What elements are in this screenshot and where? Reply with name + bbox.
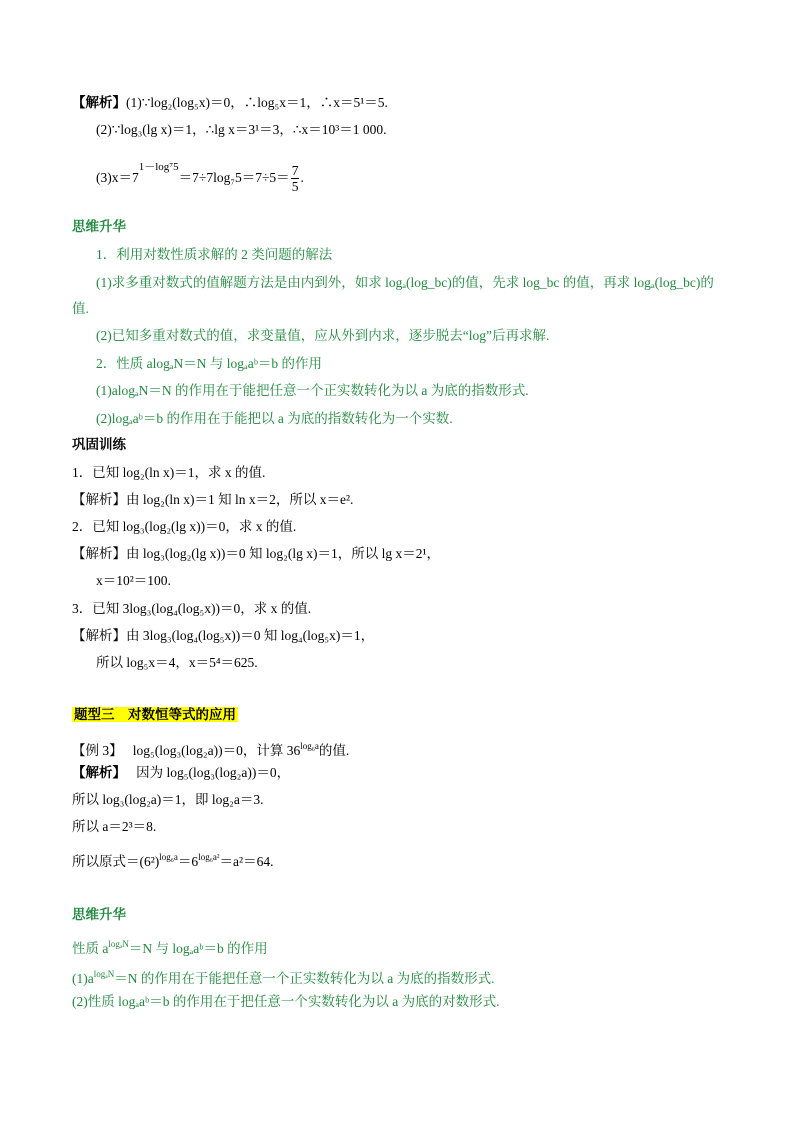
practice-question: 2．已知 log₃(log₂(lg x))＝0，求 x 的值. — [72, 519, 297, 534]
think-point: 2．性质 alogₐN＝N 与 logₐaᵇ＝b 的作用 — [96, 356, 323, 371]
think-point: (2)logₐaᵇ＝b 的作用在于能把以 a 为底的指数转化为一个实数. — [96, 411, 453, 426]
practice-answer: x＝10²＝100. — [96, 573, 171, 588]
practice-answer: 所以 log₅x＝4，x＝5⁴＝625. — [96, 655, 258, 670]
think-point — [72, 935, 268, 958]
solution-step: 所以 log₃(log₂a)＝1，即 log₂a＝3. — [72, 792, 264, 807]
fraction-denominator: 5 — [291, 179, 299, 195]
formula-end: . — [300, 170, 304, 185]
practice-question: 1．已知 log₂(ln x)＝1，求 x 的值. — [72, 465, 266, 480]
solution-text: (1)∵log₂(log₅x)＝0，∴log₅x＝1，∴x＝5¹＝5. — [126, 95, 388, 110]
example-line — [72, 737, 349, 760]
property-text: ＝N 与 logₐaᵇ＝b 的作用 — [128, 941, 268, 956]
example-exponent: log₆a — [300, 741, 319, 751]
section-heading — [72, 706, 238, 724]
formula-base: 所以原式＝(6²) — [72, 854, 160, 869]
property-exponent: logₐN — [108, 939, 129, 949]
solution-line-3 — [96, 158, 304, 194]
property-exponent: logₐN — [93, 969, 115, 979]
solution-line-2: (2)∵log₃(lg x)＝1，∴lg x＝3¹＝3，∴x＝10³＝1 000. — [96, 122, 387, 137]
property-text: ＝N 的作用在于能把任意一个正实数转化为以 a 为底的指数形式. — [114, 971, 495, 986]
think-point: 值. — [72, 301, 89, 316]
think-title: 思维升华 — [72, 219, 126, 234]
example-tag: 【例 3】 — [72, 743, 123, 758]
formula-exponent: log₆a² — [198, 852, 220, 862]
formula-middle: ＝7÷7log₇5＝7÷5＝ — [178, 170, 290, 185]
property-text: 性质 a — [72, 941, 109, 956]
formula-middle: ＝6 — [177, 854, 199, 869]
think-point — [72, 965, 494, 988]
practice-answer: 【解析】由 log₂(ln x)＝1 知 ln x＝2，所以 x＝e². — [72, 492, 354, 507]
think-point: 1．利用对数性质求解的 2 类问题的解法 — [96, 247, 333, 262]
solution-step: 所以 a＝2³＝8. — [72, 819, 157, 834]
practice-answer: 【解析】由 3log₃(log₄(log₅x))＝0 知 log₄(log₅x)＝1， — [72, 628, 375, 643]
fraction-numerator: 7 — [291, 163, 299, 179]
property-text: (1)a — [72, 971, 94, 986]
solution-line-1 — [72, 94, 388, 112]
fraction — [291, 163, 300, 194]
formula-end: ＝a²＝64. — [219, 854, 274, 869]
practice-answer: 【解析】由 log₃(log₂(lg x))＝0 知 log₂(lg x)＝1，所以 lg x＝2¹， — [72, 546, 441, 561]
think-point: (1)求多重对数式的值解题方法是由内到外，如求 logₐ(log_bc)的值，先求 log_bc 的值，再求 logₐ(log_bc)的 — [96, 275, 714, 290]
solution-text: 因为 log₅(log₃(log₂a))＝0， — [136, 765, 291, 780]
formula-base: (3)x＝7 — [96, 170, 139, 185]
practice-question: 3．已知 3log₃(log₄(log₅x))＝0，求 x 的值. — [72, 601, 312, 616]
solution-step — [72, 848, 273, 871]
section-title: 题型三 对数恒等式的应用 — [74, 707, 236, 722]
example-solution — [72, 764, 290, 782]
think-point: (2)已知多重对数式的值，求变量值，应从外到内求，逐步脱去“log”后再求解. — [96, 328, 550, 343]
think-point: (1)alogₐN＝N 的作用在于能把任意一个正实数转化为以 a 为底的指数形式. — [96, 383, 529, 398]
example-end: 的值. — [318, 743, 350, 758]
think-point: (2)性质 logₐaᵇ＝b 的作用在于把任意一个实数转化为以 a 为底的对数形式. — [72, 994, 500, 1009]
solution-tag: 【解析】 — [72, 765, 126, 780]
practice-title: 巩固训练 — [72, 437, 126, 452]
formula-exponent: log₆a — [159, 852, 178, 862]
solution-tag: 【解析】 — [72, 95, 126, 110]
formula-exponent: 1－log⁷5 — [138, 161, 179, 173]
think-title: 思维升华 — [72, 907, 126, 922]
example-text: log₅(log₃(log₂a))＝0，计算 36 — [132, 743, 301, 758]
